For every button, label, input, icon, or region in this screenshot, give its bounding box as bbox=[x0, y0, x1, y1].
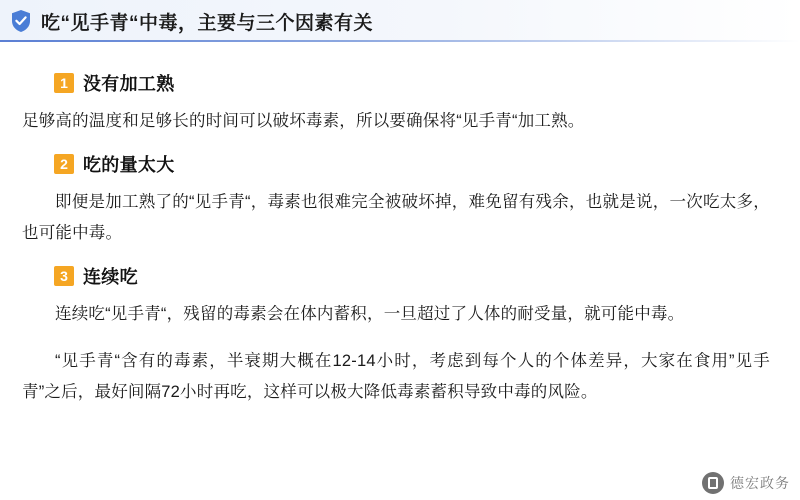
header-underline bbox=[0, 40, 800, 42]
section-number-badge: 2 bbox=[54, 154, 74, 174]
section-title: 没有加工熟 bbox=[83, 74, 175, 94]
section-number-badge: 1 bbox=[54, 73, 74, 93]
paragraph-spacer bbox=[22, 334, 770, 346]
page-header bbox=[0, 0, 800, 42]
section-heading-3 bbox=[54, 263, 770, 289]
section-heading-2 bbox=[54, 151, 770, 177]
section-heading-1 bbox=[54, 70, 770, 96]
section-paragraph: 连续吃“见手青“，残留的毒素会在体内蓄积，一旦超过了人体的耐受量，就可能中毒。 bbox=[55, 305, 685, 323]
watermark bbox=[702, 472, 790, 494]
wechat-account-logo-icon bbox=[702, 472, 724, 494]
section-paragraph: 足够高的温度和足够长的时间可以破坏毒素，所以要确保将“见手青“加工熟。 bbox=[22, 112, 585, 130]
section-title: 吃的量太大 bbox=[83, 155, 175, 175]
section-title: 连续吃 bbox=[83, 267, 138, 287]
watermark-label: 德宏政务 bbox=[730, 475, 790, 491]
closing-paragraph: “见手青“含有的毒素，半衰期大概在12-14小时，考虑到每个人的个体差异，大家在食用”见手青”之后，最好间隔72小时再吃，这样可以极大降低毒素蓄积导致中毒的风险。 bbox=[22, 352, 770, 401]
shield-check-icon bbox=[10, 9, 32, 33]
section-paragraph: 即便是加工熟了的“见手青“，毒素也很难完全被破坏掉，难免留有残余，也就是说，一次吃太多，也可能中毒。 bbox=[22, 193, 770, 242]
section-number-badge: 3 bbox=[54, 266, 74, 286]
document-body bbox=[0, 42, 800, 408]
page-title: 吃“见手青“中毒，主要与三个因素有关 bbox=[41, 12, 374, 34]
